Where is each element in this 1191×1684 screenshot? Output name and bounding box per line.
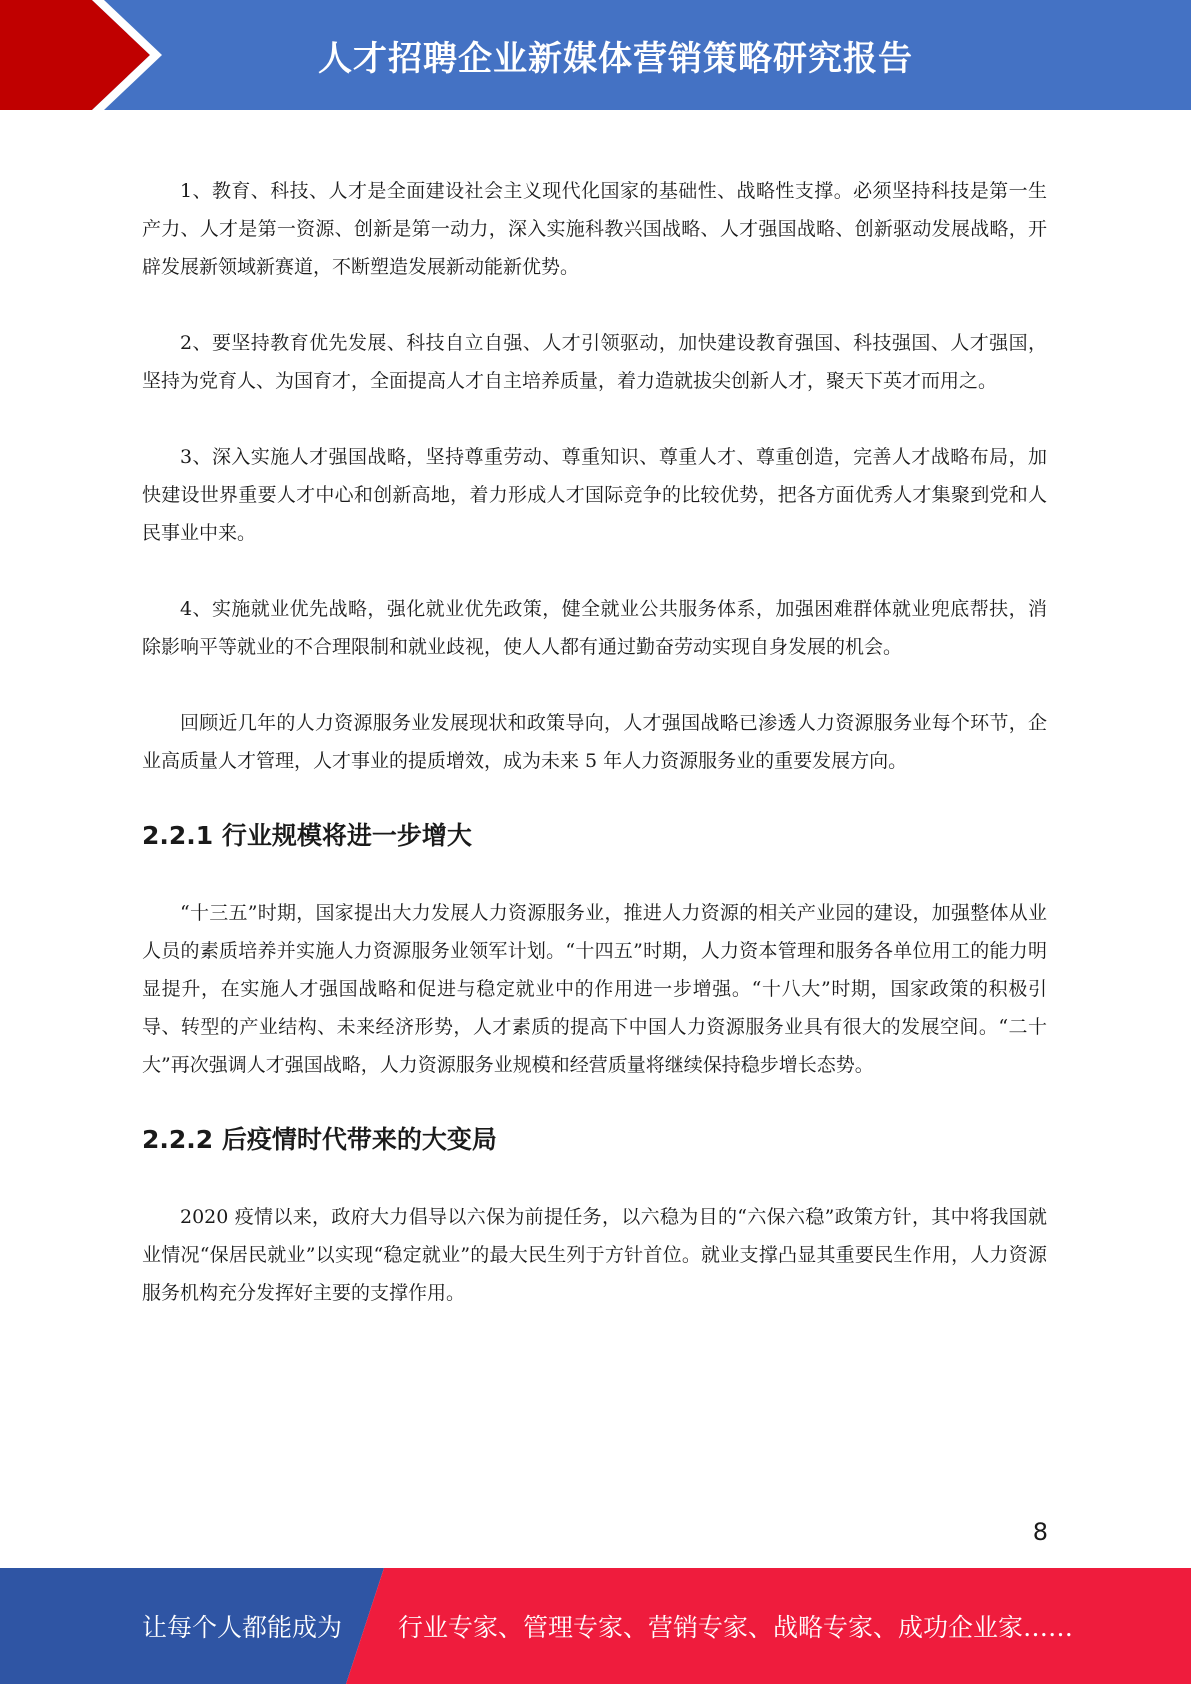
document-body [142, 172, 1047, 1350]
paragraph-4: 4、实施就业优先战略，强化就业优先政策，健全就业公共服务体系，加强困难群体就业兜底帮扶，消除影响平等就业的不合理限制和就业歧视，使人人都有通过勤奋劳动实现自身发展的机会。 [142, 598, 1047, 658]
section-2-2-1-body: “十三五”时期，国家提出大力发展人力资源服务业，推进人力资源的相关产业园的建设，加强整体从业人员的素质培养并实施人力资源服务业领军计划。“十四五”时期，人力资本管理和服务各单位用工的能力明显提升，在实施人才强国战略和促进与稳定就业中的作用进一步增强。“十八大”时期，国家政策的积极引导、转型的产业结构、未来经济形势，人才素质的提高下中国人力资源服务业具有很大的发展空间。“二十大”再次强调人才强国战略，人力资源服务业规模和经营质量将继续保持稳步增长态势。 [142, 902, 1047, 1076]
footer-slogan-left: 让每个人都能成为 [142, 1613, 343, 1642]
footer-slogan-right: 行业专家、管理专家、营销专家、战略专家、成功企业家…… [398, 1613, 1074, 1642]
section-heading-2-2-1: 2.2.1 行业规模将进一步增大 [142, 821, 472, 850]
page-footer [0, 1568, 1191, 1684]
paragraph-5: 回顾近几年的人力资源服务业发展现状和政策导向，人才强国战略已渗透人力资源服务业每个环节，企业高质量人才管理，人才事业的提质增效，成为未来 5 年人力资源服务业的重要发展方向。 [142, 712, 1047, 772]
header-title: 人才招聘企业新媒体营销策略研究报告 [318, 38, 913, 79]
page-number: 8 [1032, 1518, 1048, 1546]
section-2-2-2-body: 2020 疫情以来，政府大力倡导以六保为前提任务，以六稳为目的“六保六稳”政策方针，其中将我国就业情况“保居民就业”以实现“稳定就业”的最大民生列于方针首位。就业支撑凸显其重要民生作用，人力资源服务机构充分发挥好主要的支撑作用。 [142, 1206, 1047, 1304]
paragraph-1: 1、教育、科技、人才是全面建设社会主义现代化国家的基础性、战略性支撑。必须坚持科技是第一生产力、人才是第一资源、创新是第一动力，深入实施科教兴国战略、人才强国战略、创新驱动发展战略，开辟发展新领域新赛道，不断塑造发展新动能新优势。 [142, 180, 1047, 278]
page-header [0, 0, 1191, 110]
paragraph-3: 3、深入实施人才强国战略，坚持尊重劳动、尊重知识、尊重人才、尊重创造，完善人才战略布局，加快建设世界重要人才中心和创新高地，着力形成人才国际竞争的比较优势，把各方面优秀人才集聚到党和人民事业中来。 [142, 446, 1047, 544]
section-heading-2-2-2: 2.2.2 后疫情时代带来的大变局 [142, 1125, 497, 1154]
paragraph-2: 2、要坚持教育优先发展、科技自立自强、人才引领驱动，加快建设教育强国、科技强国、人才强国，坚持为党育人、为国育才，全面提高人才自主培养质量，着力造就拔尖创新人才，聚天下英才而用之。 [142, 332, 1047, 392]
